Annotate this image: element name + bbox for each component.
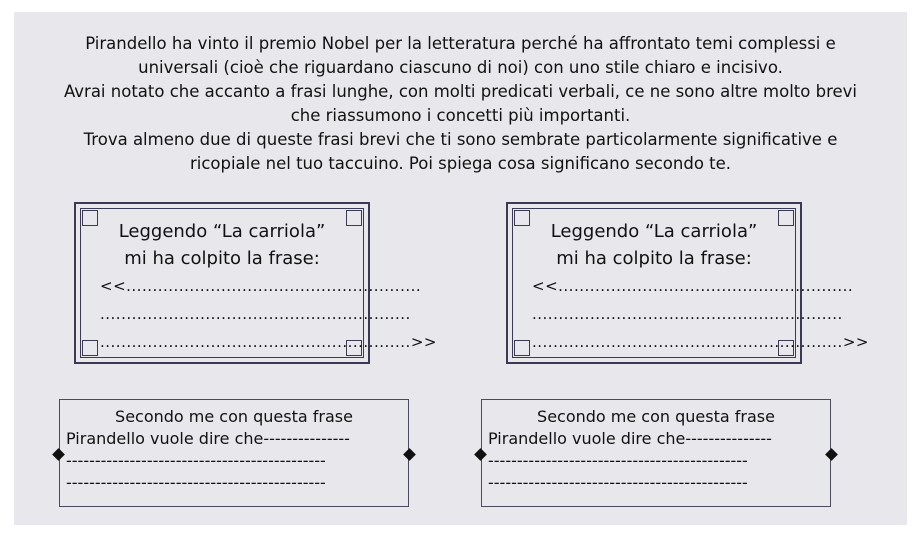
quote-frame-left	[74, 202, 437, 364]
frame-corner-ornament	[82, 210, 98, 226]
explanation-fill-line[interactable]: ---------------------------------------------	[66, 451, 326, 470]
frame-corner-ornament	[778, 210, 794, 226]
explanation-fill-line[interactable]: ---------------------------------------------	[66, 473, 326, 492]
explanation-fill-line[interactable]: ---------------------------------------------	[488, 473, 748, 492]
instruction-line: ricopiale nel tuo taccuino. Poi spiega cosa significano secondo te.	[189, 154, 732, 173]
instruction-line: universali (cioè che riguardano ciascuno di noi) con uno stile chiaro e incisivo.	[138, 58, 783, 77]
quote-fill-line[interactable]: <<........................................................	[100, 277, 422, 295]
explanation-prompt[interactable]: Pirandello vuole dire che---------------	[66, 429, 350, 448]
worksheet	[14, 12, 907, 525]
explanation-fill-line[interactable]: ---------------------------------------------	[488, 451, 748, 470]
instruction-line: Trova almeno due di queste frasi brevi che ti sono sembrate particolarmente significative e	[83, 130, 838, 149]
frame-corner-ornament	[82, 340, 98, 356]
frame-corner-ornament	[346, 210, 362, 226]
frame-subheading: mi ha colpito la frase:	[124, 248, 320, 269]
instruction-line: che riassumono i concetti più importanti.	[290, 106, 631, 125]
explanation-prompt[interactable]: Pirandello vuole dire che---------------	[488, 429, 772, 448]
quote-fill-line[interactable]: ...........................................................	[532, 305, 843, 323]
explanation-heading: Secondo me con questa frase	[115, 407, 353, 426]
frame-corner-ornament	[514, 210, 530, 226]
explanation-box-right	[481, 399, 831, 507]
quote-fill-line[interactable]: ...........................................................>>	[532, 333, 869, 351]
frame-corner-ornament	[514, 340, 530, 356]
frame-heading: Leggendo “La carriola”	[550, 221, 758, 242]
quote-fill-line[interactable]: <<........................................................	[532, 277, 854, 295]
quote-fill-line[interactable]: ...........................................................>>	[100, 333, 437, 351]
instructions-text	[14, 32, 907, 176]
frame-subheading: mi ha colpito la frase:	[556, 248, 752, 269]
instruction-line: Avrai notato che accanto a frasi lunghe, con molti predicati verbali, ce ne sono altre molto brevi	[63, 82, 858, 101]
quote-frame-right	[506, 202, 869, 364]
quote-fill-line[interactable]: ...........................................................	[100, 305, 411, 323]
explanation-heading: Secondo me con questa frase	[537, 407, 775, 426]
instruction-line: Pirandello ha vinto il premio Nobel per la letteratura perché ha affrontato temi complessi e	[85, 34, 836, 53]
frame-heading: Leggendo “La carriola”	[118, 221, 326, 242]
explanation-box-left	[59, 399, 409, 507]
